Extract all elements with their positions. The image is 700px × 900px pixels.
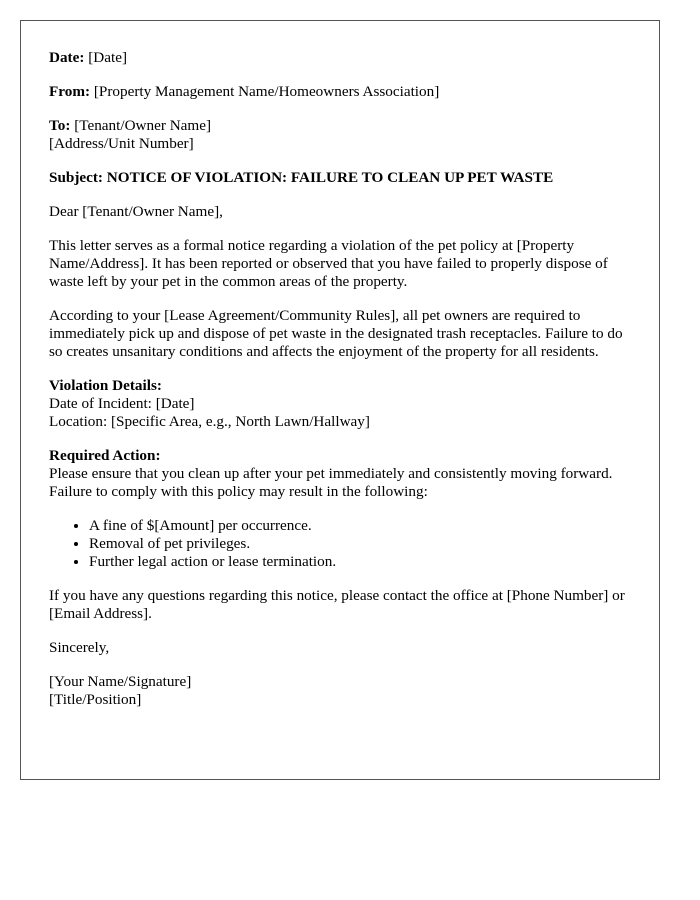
date-label: Date: xyxy=(49,49,85,66)
signature-block xyxy=(49,673,631,709)
action-text: Please ensure that you clean up after your pet immediately and consistently moving forward. Failure to comply with this policy may result in the following: xyxy=(49,465,613,500)
from-value: [Property Management Name/Homeowners Association] xyxy=(93,83,440,100)
violation-location: Location: [Specific Area, e.g., North Lawn/Hallway] xyxy=(49,413,370,430)
from-line xyxy=(49,83,631,101)
signature-name: [Your Name/Signature] xyxy=(49,673,192,690)
body-paragraph: This letter serves as a formal notice regarding a violation of the pet policy at [Property Name/Address]. It has been reported or observed that you have failed to properly dispose of waste left by your pet in the common areas of the property. xyxy=(49,237,608,290)
contact-paragraph: If you have any questions regarding this notice, please contact the office at [Phone Number] or [Email Address]. xyxy=(49,587,625,622)
body-paragraph: According to your [Lease Agreement/Community Rules], all pet owners are required to immediately pick up and dispose of pet waste in the designated trash receptacles. Failure to do so creates unsanitary conditions and affects the enjoyment of the property for all residents. xyxy=(49,307,623,360)
date-value: [Date] xyxy=(88,49,128,66)
signature-title: [Title/Position] xyxy=(49,691,142,708)
consequence-list xyxy=(49,517,631,571)
required-action xyxy=(49,447,631,501)
to-label: To: xyxy=(49,117,71,134)
date-line xyxy=(49,49,631,67)
subject-line xyxy=(49,169,631,187)
list-item: • A fine of $[Amount] per occurrence. xyxy=(89,517,631,535)
violation-heading: Violation Details: xyxy=(49,377,162,394)
salutation: Dear [Tenant/Owner Name], xyxy=(49,203,223,220)
letter xyxy=(20,20,660,780)
subject-label: Subject: xyxy=(49,169,103,186)
to-address: [Address/Unit Number] xyxy=(49,135,194,152)
to-name: [Tenant/Owner Name] xyxy=(74,117,212,134)
subject-value: NOTICE OF VIOLATION: FAILURE TO CLEAN UP PET WASTE xyxy=(106,169,554,186)
list-item: • Removal of pet privileges. xyxy=(89,535,631,553)
closing: Sincerely, xyxy=(49,639,110,656)
action-heading: Required Action: xyxy=(49,447,161,464)
list-item: • Further legal action or lease termination. xyxy=(89,553,631,571)
from-label: From: xyxy=(49,83,91,100)
violation-details xyxy=(49,377,631,431)
to-block xyxy=(49,117,631,153)
violation-date: Date of Incident: [Date] xyxy=(49,395,195,412)
